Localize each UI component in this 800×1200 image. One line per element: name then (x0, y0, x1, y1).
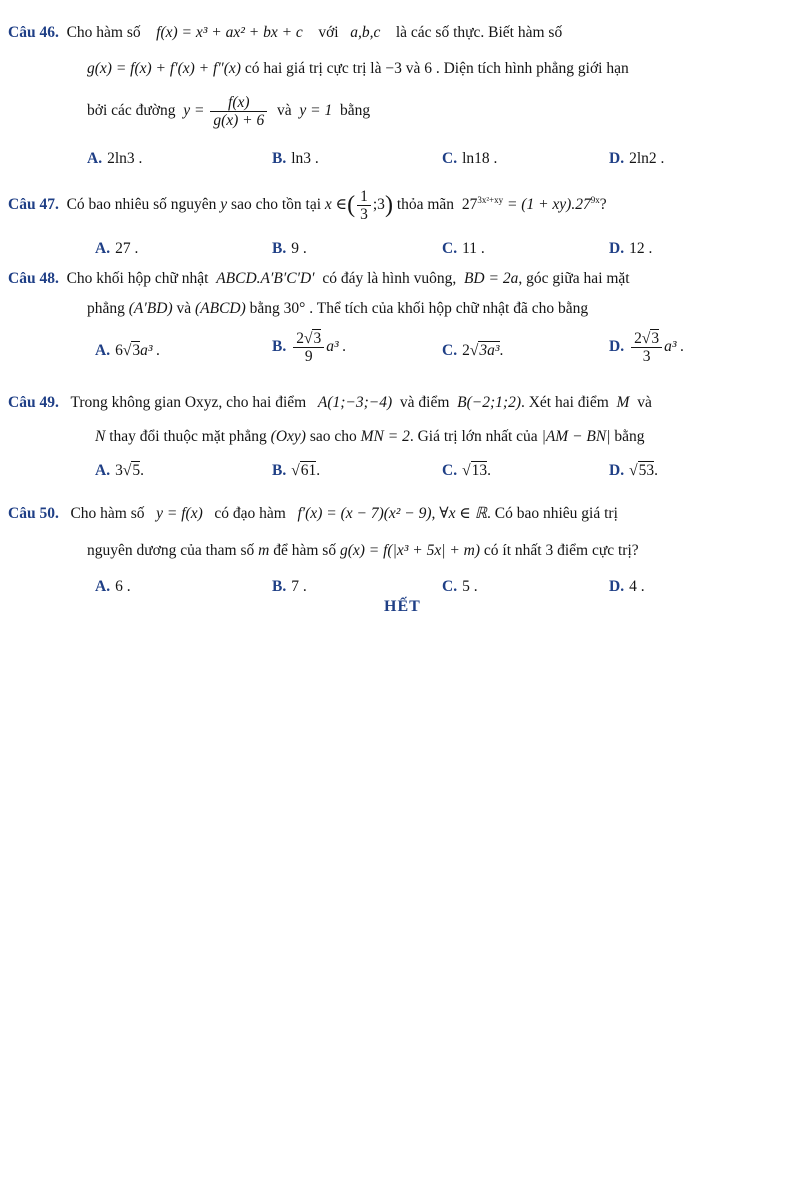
option-b (272, 578, 307, 596)
option-d (609, 330, 684, 365)
math-expression: y (220, 196, 228, 214)
fraction-numerator-coef: 2 (634, 330, 642, 347)
option-letter: C. (442, 240, 458, 257)
question-text: có hai giá trị cực trị là −3 và 6 . Diện tích hình phẳng giới hạn (244, 60, 629, 77)
exponent: 3x²+xy (477, 194, 504, 205)
math-expression: y = 1 (299, 102, 333, 120)
question-number: Câu 46. (8, 24, 59, 41)
option-c (442, 240, 485, 258)
option-text: 11 . (462, 240, 485, 257)
math-expression: g(x) = f(|x³ + 5x| + m) (339, 542, 481, 559)
fraction (357, 188, 371, 223)
option-letter: A. (87, 150, 103, 167)
option-text: 2ln2 . (629, 150, 665, 167)
option-suffix: . (140, 462, 144, 479)
option-a (87, 150, 142, 168)
option-letter: C. (442, 578, 458, 595)
math-expression: (ABCD) (195, 300, 246, 317)
question-text: có đáy là hình vuông, (322, 270, 457, 287)
option-letter: A. (95, 240, 111, 257)
question-text: ? (599, 196, 607, 214)
math-expression: y = f(x) (156, 505, 203, 522)
option-suffix: a³ . (326, 338, 347, 356)
option-letter: D. (609, 578, 625, 595)
option-text: 2ln3 . (107, 150, 143, 167)
question-text: . Xét hai điểm (520, 394, 609, 411)
question-50-line-1 (8, 504, 618, 523)
option-b: B. √61. (272, 462, 321, 479)
option-text: 9 . (291, 240, 307, 257)
math-expression: B(−2;1;2) (457, 394, 521, 411)
option-coef: 6 (115, 342, 123, 359)
option-text: 7 . (291, 578, 307, 595)
question-47-line-1: Câu 47. Có bao nhiêu số nguyên y sao cho tồn tại x ∈( $\frac{1}{3}$ ;3) thỏa mãn $27^{3x^2+xy} = (1 + xy).27^{9x}$? (8, 188, 607, 224)
question-48-line-2 (87, 300, 588, 318)
fraction: $\frac{2√3}{9}$ (293, 330, 324, 365)
option-b (272, 240, 307, 258)
option-a: A. 3√5. (95, 462, 144, 479)
question-46-line-2 (87, 60, 629, 78)
fraction-denominator: 3 (642, 348, 651, 366)
option-suffix: . (654, 462, 658, 479)
radicand: 3 (313, 330, 322, 347)
option-suffix: a³ . (664, 338, 685, 356)
question-49-line-1 (8, 394, 652, 412)
question-number: Câu 50. (8, 505, 59, 522)
question-48-line-1 (8, 270, 630, 288)
option-text: 27 . (115, 240, 139, 257)
math-expression: M (616, 394, 630, 411)
math-expression: y = (183, 102, 205, 120)
option-text: 6 . (115, 578, 131, 595)
question-text: . Giá trị lớn nhất của (409, 428, 538, 445)
option-b (272, 330, 346, 365)
question-46-line-3 (87, 94, 370, 129)
option-d (609, 578, 645, 596)
option-text: 12 . (629, 240, 653, 257)
question-50-line-2 (87, 542, 639, 560)
option-letter: C. (442, 462, 458, 479)
option-d (609, 240, 652, 258)
option-letter: B. (272, 462, 287, 479)
math-expression: |AM − BN| (541, 428, 611, 445)
option-text: ln3 . (291, 150, 319, 167)
option-d (609, 150, 664, 168)
option-a (95, 578, 131, 596)
option-letter: A. (95, 462, 111, 479)
option-letter: C. (442, 150, 458, 167)
fraction: $\frac{2√3}{3}$ (631, 330, 662, 365)
fraction-numerator: f(x) (210, 94, 267, 112)
option-suffix: . (487, 462, 491, 479)
radicand: 3 (132, 342, 141, 359)
question-text: có đạo hàm (214, 505, 286, 522)
option-letter: A. (95, 342, 111, 359)
question-text: là các số thực. Biết hàm số (395, 24, 563, 41)
question-text: Cho khối hộp chữ nhật (66, 270, 209, 287)
radicand: 13 (471, 462, 488, 479)
question-text: và điểm (399, 394, 450, 411)
question-text: bằng (614, 428, 645, 445)
question-text: bởi các đường (87, 102, 176, 120)
math-expression: (A′BD) (128, 300, 173, 317)
option-letter: B. (272, 338, 287, 356)
question-text: với (318, 24, 339, 41)
question-text: và (176, 300, 192, 317)
option-coef: 3 (115, 462, 123, 479)
fraction (210, 94, 267, 129)
math-expression: x ∈ (324, 196, 348, 214)
math-expression: g(x) = f(x) + f′(x) + f″(x) (87, 60, 241, 77)
fraction-denominator: 3 (360, 206, 368, 224)
question-46-line-1 (8, 24, 562, 42)
question-text: có ít nhất 3 điểm cực trị? (483, 542, 639, 559)
question-text: và (277, 102, 292, 120)
question-text: thỏa mãn (396, 196, 455, 214)
math-expression: A(1;−3;−4) (317, 394, 393, 411)
math-expression: f′(x) = (x − 7)(x² − 9), ∀x ∈ ℝ (297, 505, 488, 522)
option-d: D. √53. (609, 462, 658, 479)
option-letter: B. (272, 578, 287, 595)
question-text: phẳng (87, 300, 125, 317)
math-expression: m (258, 542, 270, 559)
option-suffix: . (499, 342, 504, 359)
fraction-numerator: 1 (357, 188, 371, 206)
option-letter: D. (609, 240, 625, 257)
option-letter: D. (609, 338, 625, 356)
question-text: Trong không gian Oxyz, cho hai điểm (70, 394, 307, 411)
question-text: Có bao nhiêu số nguyên (66, 196, 217, 214)
question-text: bằng 30° . Thể tích của khối hộp chữ nhật đã cho bằng (249, 300, 589, 317)
question-49-line-2 (95, 428, 645, 446)
math-expression: a,b,c (350, 24, 381, 41)
option-letter: D. (609, 150, 625, 167)
question-text: Cho hàm số (66, 24, 141, 41)
radicand: 61 (300, 462, 317, 479)
radicand: 3a³ (479, 342, 500, 359)
option-letter: D. (609, 462, 625, 479)
option-coef: 2 (462, 342, 470, 359)
option-suffix: a³ . (140, 342, 161, 359)
option-letter: A. (95, 578, 111, 595)
option-text: 4 . (629, 578, 645, 595)
fraction-denominator: g(x) + 6 (213, 112, 265, 130)
option-c (442, 578, 478, 596)
option-b (272, 150, 319, 168)
question-text: Cho hàm số (70, 505, 145, 522)
option-letter: B. (272, 150, 287, 167)
option-text: ln18 . (462, 150, 498, 167)
exponent: 9x (590, 194, 600, 205)
question-text: và (637, 394, 652, 411)
option-suffix: . (316, 462, 321, 479)
end-marker: HẾT (384, 598, 421, 615)
question-text: thay đổi thuộc mặt phẳng (109, 428, 267, 445)
question-text: nguyên dương của tham số (87, 542, 255, 559)
option-a (95, 240, 138, 258)
option-c: C. 2√3a³. (442, 342, 504, 359)
math-expression: (Oxy) (270, 428, 306, 445)
option-c (442, 150, 497, 168)
option-a: A. 6√3a³ . (95, 342, 161, 359)
math-expression: N (95, 428, 106, 445)
question-text: sao cho (309, 428, 357, 445)
option-letter: B. (272, 240, 287, 257)
question-number: Câu 49. (8, 394, 59, 411)
math-expression: ABCD.A′B′C′D′ (216, 270, 315, 287)
option-text: 5 . (462, 578, 478, 595)
math-expression: f(x) = x³ + ax² + bx + c (156, 24, 303, 41)
question-text: bằng (340, 102, 371, 120)
math-expression: 27 (461, 196, 478, 214)
radicand: 5 (132, 462, 141, 479)
question-text: . Có bao nhiêu giá trị (487, 505, 618, 522)
option-c: C. √13. (442, 462, 491, 479)
radicand: 53 (638, 462, 655, 479)
question-number: Câu 47. (8, 196, 59, 214)
question-text: để hàm số (273, 542, 337, 559)
question-text: sao cho tồn tại (231, 196, 322, 214)
fraction-numerator-coef: 2 (296, 330, 304, 347)
math-expression: BD = 2a (463, 270, 519, 287)
radicand: 3 (651, 330, 660, 347)
fraction-denominator: 9 (304, 348, 313, 366)
question-number: Câu 48. (8, 270, 59, 287)
math-expression: ;3 (372, 196, 385, 214)
option-letter: C. (442, 342, 458, 359)
math-expression: = (1 + xy).27 (506, 196, 591, 214)
math-expression: MN = 2 (360, 428, 410, 445)
question-text: , góc giữa hai mặt (518, 270, 630, 287)
